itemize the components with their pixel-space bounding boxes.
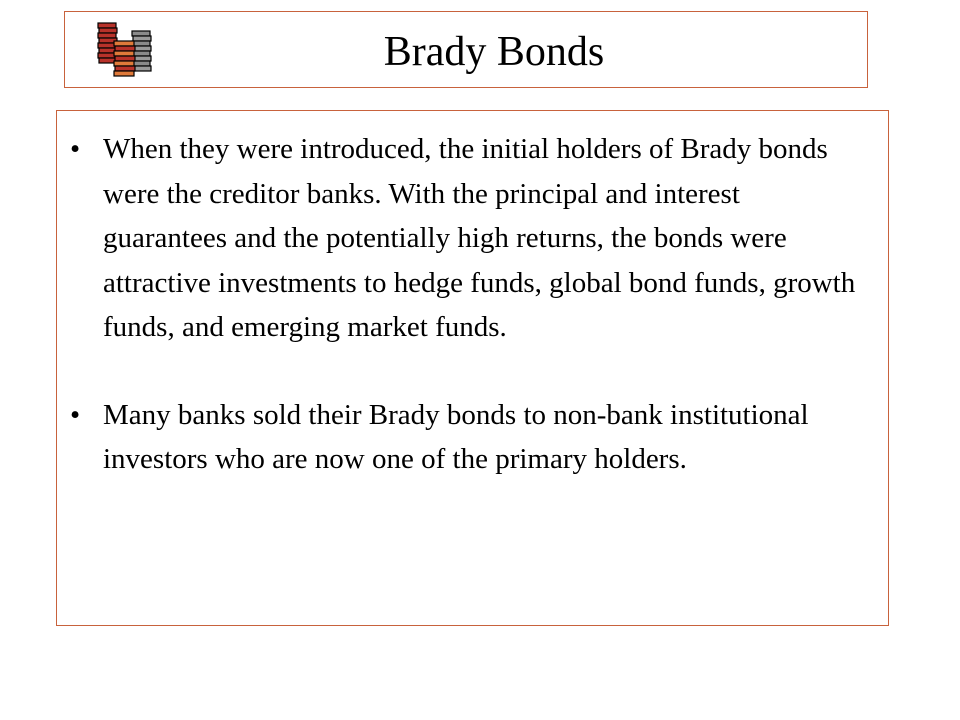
content-box <box>56 110 889 626</box>
bullet-text: Many banks sold their Brady bonds to non-bank institutional investors who are now one of the primary holders. <box>103 398 809 475</box>
bullet-dot: • <box>70 398 81 431</box>
bullet-text: When they were introduced, the initial holders of Brady bonds were the creditor banks. With the principal and interest guarantees and the potentially high returns, the bonds were attractive investments to hedge funds, global bond funds, growth funds, and emerging market funds. <box>103 133 856 343</box>
bullet-item <box>57 127 888 350</box>
bullet-dot: • <box>70 133 81 165</box>
slide-title: Brady Bonds <box>383 29 605 75</box>
bullet-item <box>57 393 888 482</box>
title-box <box>64 11 868 88</box>
bullet-list <box>57 127 888 482</box>
